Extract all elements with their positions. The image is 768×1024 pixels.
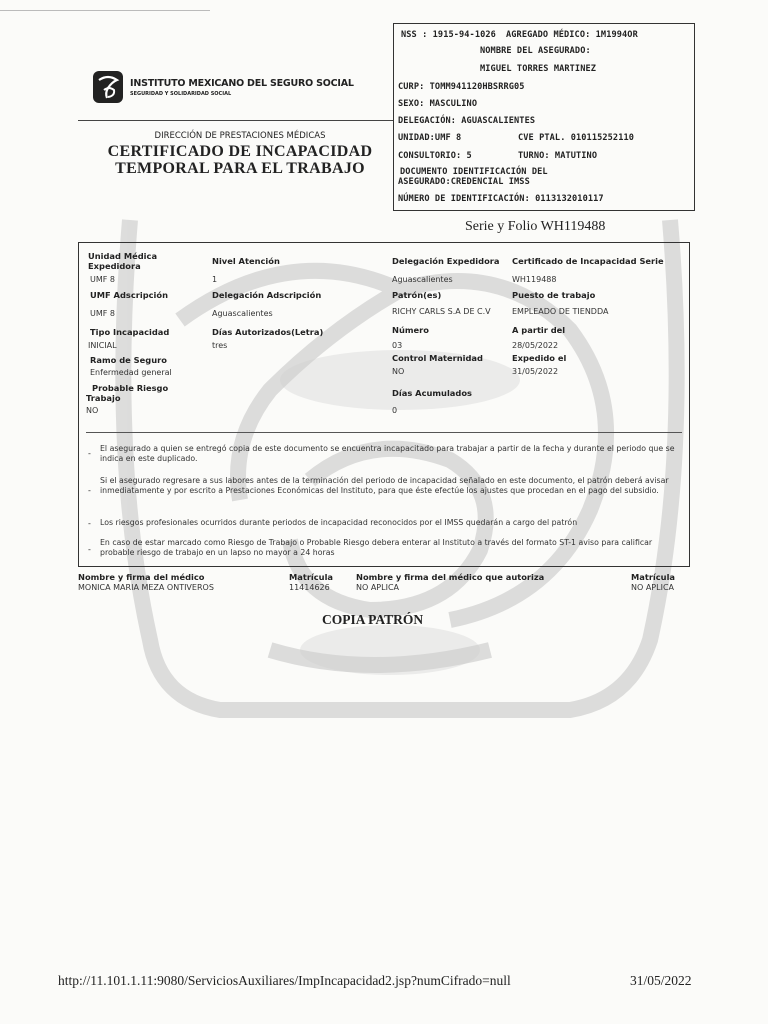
ramo-value: Enfermedad general — [90, 368, 172, 377]
cve-line: CVE PTAL. 010115252110 — [518, 133, 635, 143]
matricula2-value: NO APLICA — [631, 583, 674, 592]
riesgo-label2: Trabajo — [86, 393, 121, 403]
numero-id-line: NÚMERO DE IDENTIFICACIÓN: 0113132010117 — [398, 194, 604, 204]
control-value: NO — [392, 367, 405, 376]
numero-label: Número — [392, 325, 429, 335]
puesto-label: Puesto de trabajo — [512, 290, 596, 300]
delegacion-line: DELEGACIÓN: AGUASCALIENTES — [398, 116, 536, 126]
unidad-medica-value: UMF 8 — [90, 275, 115, 284]
dias-acum-value: 0 — [392, 406, 398, 415]
footer-url: http://11.101.1.11:9080/ServiciosAuxiliares/ImpIncapacidad2.jsp?numCifrado=null — [58, 973, 511, 988]
cert-serie-label: Certificado de Incapacidad Serie — [512, 256, 664, 266]
dias-aut-label: Días Autorizados(Letra) — [212, 327, 324, 337]
consultorio-line: CONSULTORIO: 5 — [398, 151, 472, 161]
document-title-line1: CERTIFICADO DE INCAPACIDAD — [107, 143, 373, 160]
medico-label: Nombre y firma del médico — [78, 572, 205, 582]
puesto-value: EMPLEADO DE TIENDDA — [512, 307, 609, 316]
documento-line2: ASEGURADO:CREDENCIAL IMSS — [398, 177, 530, 187]
direccion-heading: DIRECCIÓN DE PRESTACIONES MÉDICAS — [154, 131, 326, 141]
agregado-line: AGREGADO MÉDICO: 1M1994OR — [506, 30, 638, 40]
tipo-label: Tipo Incapacidad — [90, 327, 170, 337]
unidad-medica-label: Unidad Médica — [88, 251, 158, 261]
matricula2-label: Matrícula — [631, 572, 676, 582]
nombre-value: MIGUEL TORRES MARTINEZ — [480, 64, 597, 74]
imss-logo-icon — [92, 70, 124, 104]
turno-line: TURNO: MATUTINO — [518, 151, 598, 161]
expedido-label: Expedido el — [512, 353, 567, 363]
nss-line: NSS : 1915-94-1026 — [401, 30, 496, 40]
riesgo-label: Probable Riesgo — [92, 383, 169, 393]
expedido-value: 31/05/2022 — [512, 367, 559, 376]
bullet-marker: - — [88, 545, 91, 554]
deleg-ads-value: Aguascalientes — [212, 309, 273, 318]
cert-serie-value: WH119488 — [512, 275, 557, 284]
notes-divider — [86, 432, 682, 433]
serie-folio: Serie y Folio WH119488 — [465, 219, 606, 234]
header-divider — [78, 120, 393, 121]
footer-date: 31/05/2022 — [630, 973, 692, 988]
sexo-line: SEXO: MASCULINO — [398, 99, 478, 109]
patron-label: Patrón(es) — [392, 290, 442, 300]
apartir-value: 28/05/2022 — [512, 341, 559, 350]
ramo-label: Ramo de Seguro — [90, 355, 167, 365]
autoriza-value: NO APLICA — [356, 583, 399, 592]
deleg-exp-value: Aguascalientes — [392, 275, 453, 284]
medico-value: MONICA MARIA MEZA ONTIVEROS — [78, 583, 214, 592]
scan-edge-line — [0, 10, 210, 11]
matricula-label: Matrícula — [289, 572, 334, 582]
dias-aut-value: tres — [212, 341, 228, 350]
numero-value: 03 — [392, 341, 403, 350]
note-2: Si el asegurado regresare a sus labores antes de la terminación del periodo de incapacidad señalado en este documento, el patrón deberá avisar inmediatamente y por escrito a Prestaciones Económicas del Instituto, para que éste efectúe los ajustes que procedan en el pago del subsidio. — [100, 476, 669, 495]
bullet-marker: - — [88, 486, 91, 495]
unidad-line: UNIDAD:UMF 8 — [398, 133, 462, 143]
institute-name: INSTITUTO MEXICANO DEL SEGURO SOCIAL — [130, 78, 354, 89]
autoriza-label: Nombre y firma del médico que autoriza — [356, 572, 545, 582]
documento-line1: DOCUMENTO IDENTIFICACIÓN DEL — [400, 167, 548, 177]
tipo-value: INICIAL — [88, 341, 117, 350]
nivel-value: 1 — [212, 275, 218, 284]
copia-patron-label: COPIA PATRÓN — [322, 612, 424, 627]
control-label: Control Maternidad — [392, 353, 483, 363]
dias-acum-label: Días Acumulados — [392, 388, 472, 398]
curp-line: CURP: TOMM941120HBSRRG05 — [398, 82, 525, 92]
umf-ads-label: UMF Adscripción — [90, 290, 169, 300]
nombre-label: NOMBRE DEL ASEGURADO: — [480, 46, 591, 56]
note-4: En caso de estar marcado como Riesgo de Trabajo o Probable Riesgo debera enterar al Instituto a través del formato ST-1 aviso para calificar probable riesgo de trabajo en un lapso no mayor a 24 horas — [100, 538, 653, 557]
note-3: Los riesgos profesionales ocurridos durante periodos de incapacidad reconocidos por el IMSS quedarán a cargo del patrón — [100, 518, 578, 527]
apartir-label: A partir del — [512, 325, 566, 335]
patron-value: RICHY CARLS S.A DE C.V — [392, 307, 491, 316]
bullet-marker: - — [88, 519, 91, 528]
note-1: El asegurado a quien se entregó copia de este documento se encuentra incapacitado para trabajar a partir de la fecha y durante el periodo que se indica en este duplicado. — [100, 444, 675, 463]
nivel-label: Nivel Atención — [212, 256, 280, 266]
institute-motto: SEGURIDAD Y SOLIDARIDAD SOCIAL — [130, 91, 232, 97]
riesgo-value: NO — [86, 406, 99, 415]
patient-info-box — [393, 23, 695, 211]
bullet-marker: - — [88, 449, 91, 458]
deleg-ads-label: Delegación Adscripción — [212, 290, 322, 300]
deleg-exp-label: Delegación Expedidora — [392, 256, 500, 266]
unidad-medica-label2: Expedidora — [88, 261, 141, 271]
matricula-value: 11414626 — [289, 583, 330, 592]
document-title-line2: TEMPORAL PARA EL TRABAJO — [115, 160, 365, 177]
umf-ads-value: UMF 8 — [90, 309, 115, 318]
